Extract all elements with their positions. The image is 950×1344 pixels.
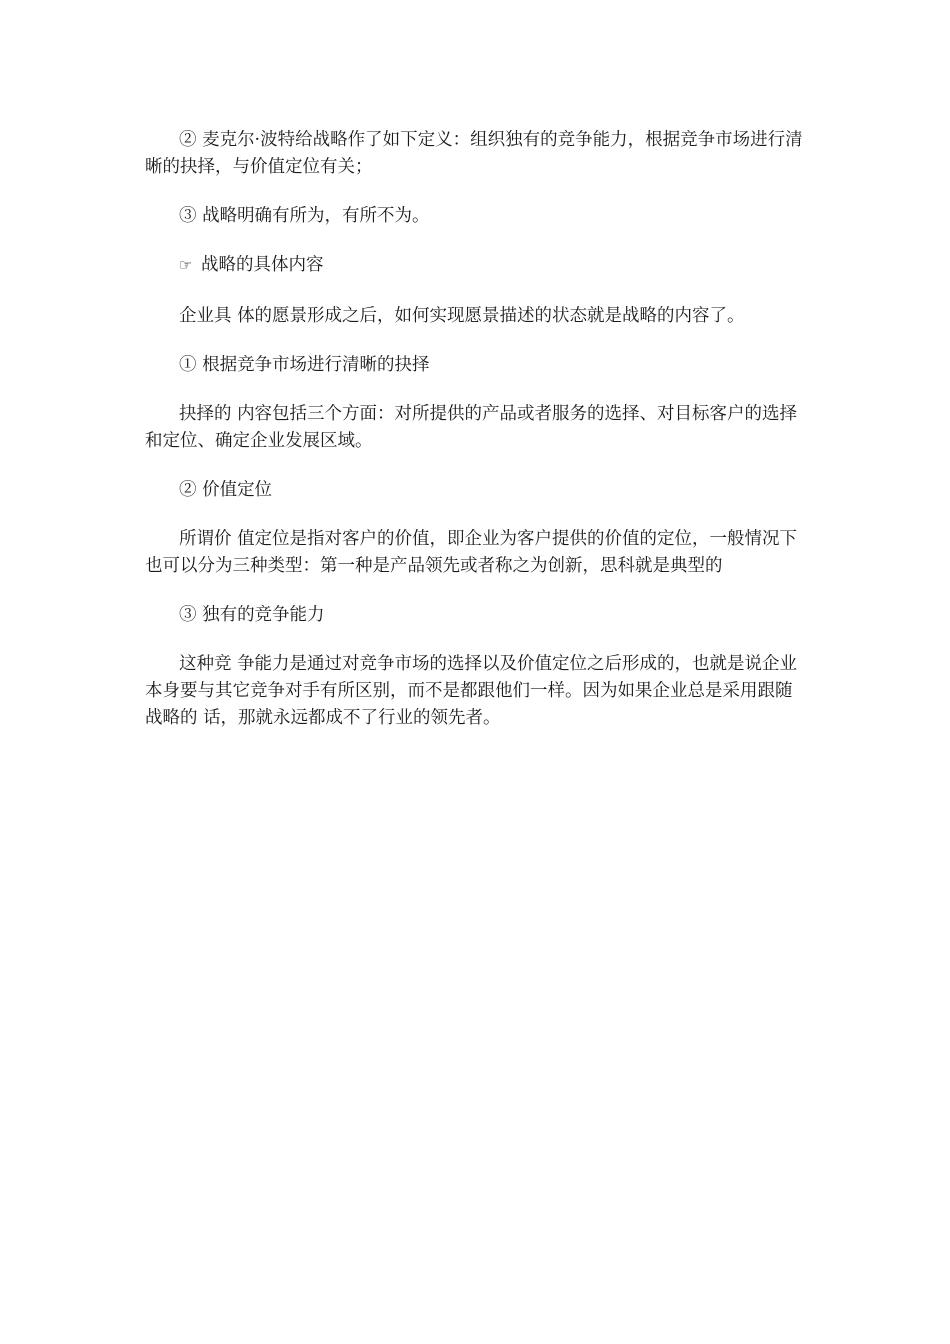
paragraph-value-positioning: 所谓价 值定位是指对客户的价值，即企业为客户提供的价值的定位，一般情况下也可以分为三种类型：第一种是产品领先或者称之为创新，思科就是典型的 <box>145 529 798 576</box>
paragraph-market-choice: 抉择的 内容包括三个方面：对所提供的产品或者服务的选择、对目标客户的选择和定位、确定企业发展区域。 <box>145 404 798 451</box>
subheading-unique-competence: ③ 独有的竞争能力 <box>179 605 325 625</box>
document-body <box>145 127 805 754</box>
paragraph-strategy-definition: ② 麦克尔·波特给战略作了如下定义：组织独有的竞争能力，根据竞争市场进行清晰的抉择，与价值定位有关； <box>145 130 803 177</box>
pointing-hand-icon: ☞ <box>179 256 193 274</box>
subheading-value-positioning: ② 价值定位 <box>179 480 273 500</box>
subheading-market-choice: ① 根据竞争市场进行清晰的抉择 <box>179 355 430 375</box>
paragraph-strategy-focus: ③ 战略明确有所为，有所不为。 <box>179 206 430 226</box>
section-heading-strategy-content <box>145 252 805 279</box>
paragraph-unique-competence: 这种竞 争能力是通过对竞争市场的选择以及价值定位之后形成的，也就是说企业本身要与其它竞争对手有所区别，而不是都跟他们一样。因为如果企业总是采用跟随战略的 话，那就永远都成不了行业的领先者。 <box>145 654 798 728</box>
paragraph-vision-to-strategy: 企业具 体的愿景形成之后，如何实现愿景描述的状态就是战略的内容了。 <box>179 306 745 326</box>
section-heading-text: 战略的具体内容 <box>201 255 324 275</box>
